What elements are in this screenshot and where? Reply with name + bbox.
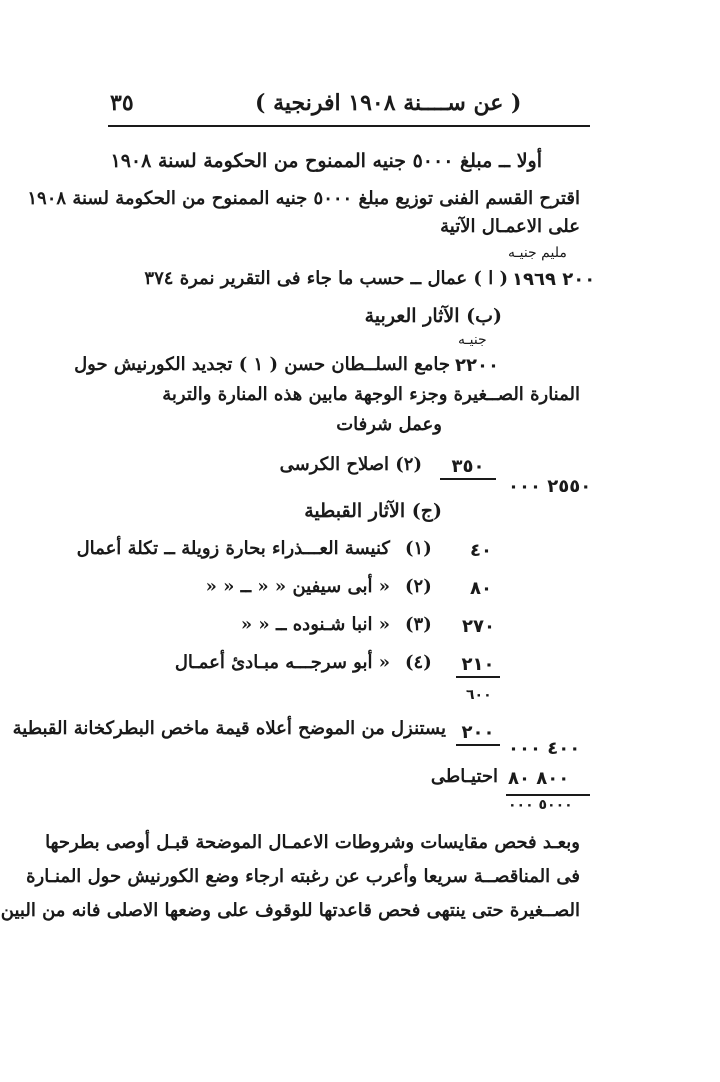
item-c3-text: « انبا شـنوده ــ « « bbox=[240, 614, 390, 635]
closing-line-2: فى المناقصــة سريعا وأعرب عن رغبته ارجاء وضع الكورنيش حول المنـارة bbox=[26, 866, 580, 887]
deduction-text: يستنزل من الموضح أعلاه قيمة ماخص البطركخانة القبطية bbox=[12, 718, 446, 739]
currency-units-header: مليم جنيـه bbox=[508, 245, 567, 261]
subtotal-arab-monuments: ٢٥٥٠ ٠٠٠ bbox=[508, 476, 592, 497]
intro-line-1: اقترح القسم الفنى توزيع مبلغ ٥٠٠٠ جنيه الممنوح من الحكومة لسنة ١٩٠٨ bbox=[27, 188, 580, 209]
item-c2-text: « أبى سيفين « « ــ « « bbox=[205, 576, 390, 597]
item-c4-text: « أبو سرجـــه مبـادئ أعمـال bbox=[174, 652, 390, 673]
heading-arab-monuments: (ب) الآثار العربية bbox=[364, 305, 502, 327]
grand-total: ٥٠٠٠ ٠٠٠ bbox=[508, 797, 573, 813]
item-c4-amount: ٢١٠ bbox=[456, 656, 500, 678]
sum-coptic-items: ٦٠٠ bbox=[466, 687, 492, 703]
item-c1-number: (١) bbox=[405, 538, 432, 559]
item-c1-text: كنيسة العـــذراء بحارة زويلة ــ تكلة أعمال bbox=[76, 538, 390, 559]
closing-line-1: وبعـد فحص مقايسات وشروطات الاعمـال الموضحة قبـل أوصى بطرحها bbox=[45, 832, 580, 853]
page-number: ٣٥ bbox=[110, 90, 134, 116]
item-b1-line-1: جامع السلــطان حسن ( ١ ) تجديد الكورنيش حول bbox=[74, 354, 450, 375]
closing-line-3: الصــغيرة حتى ينتهى فحص قاعدتها للوقوف على وضعها الاصلى فانه من البين bbox=[0, 900, 580, 921]
item-c2-amount: ٨٠ bbox=[470, 578, 492, 599]
item-b2-amount: ٣٥٠ bbox=[440, 458, 496, 480]
item-c2-number: (٢) bbox=[405, 576, 432, 597]
reserve-amount: ٨٠٠ ٨٠ bbox=[508, 768, 570, 789]
deduction-amount: ٢٠٠ bbox=[456, 724, 500, 746]
item-c4-number: (٤) bbox=[405, 652, 432, 673]
item-b1-line-3: وعمل شرفات bbox=[336, 414, 442, 435]
reserve-amount-underline bbox=[506, 794, 590, 796]
item-c3-number: (٣) bbox=[405, 614, 432, 635]
currency-pound-label: جنيـه bbox=[458, 332, 487, 348]
section-title: أولا ــ مبلغ ٥٠٠٠ جنيه الممنوح من الحكومة لسنة ١٩٠٨ bbox=[110, 150, 542, 172]
running-title: ( عن ســــنة ١٩٠٨ افرنجية ) bbox=[255, 90, 522, 116]
item-b1-amount: ٢٢٠٠ bbox=[455, 355, 499, 376]
heading-coptic-monuments: (ج) الآثار القبطية bbox=[304, 500, 442, 522]
item-b1-line-2: المنارة الصــغيرة وجزء الوجهة مابين هذه المنارة والتربة bbox=[162, 384, 580, 405]
header-rule bbox=[108, 125, 590, 127]
reserve-text: احتيـاطى bbox=[430, 766, 498, 787]
item-c1-amount: ٤٠ bbox=[470, 540, 492, 561]
item-b2-text: (٢) اصلاح الكرسى bbox=[279, 454, 422, 475]
item-c3-amount: ٢٧٠ bbox=[462, 616, 495, 637]
subtotal-coptic-monuments: ٤٠٠ ٠٠٠ bbox=[508, 738, 581, 759]
row-a-amount: ٢٠٠ ١٩٦٩ bbox=[512, 269, 596, 290]
intro-line-2: على الاعمـال الآتية bbox=[440, 216, 580, 237]
row-a-text: ( ا ) عمال ــ حسب ما جاء فى التقرير نمرة ٣٧٤ bbox=[144, 268, 508, 289]
